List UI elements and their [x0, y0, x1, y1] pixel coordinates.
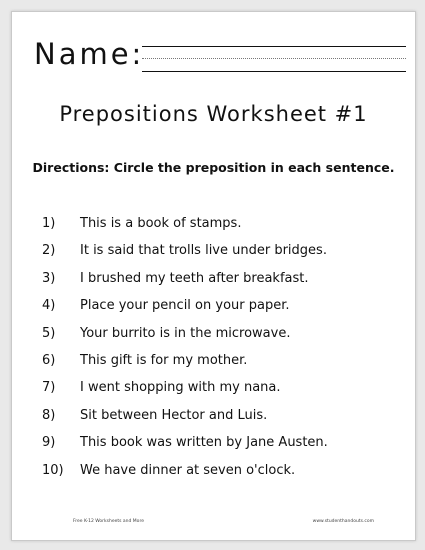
footer-url: www.studenthandouts.com — [312, 519, 374, 524]
item-sentence: I brushed my teeth after breakfast. — [80, 270, 309, 286]
item-sentence: Sit between Hector and Luis. — [80, 407, 268, 423]
list-item — [42, 240, 412, 267]
list-item — [42, 432, 412, 459]
name-baseline — [142, 71, 406, 72]
item-number: 3) — [42, 270, 56, 286]
worksheet-title: Prepositions Worksheet #1 — [59, 102, 368, 126]
list-item — [42, 350, 412, 377]
item-number: 5) — [42, 325, 56, 341]
sentence-list — [42, 213, 412, 487]
item-number: 10) — [42, 462, 64, 478]
footer-tagline: Free K-12 Worksheets and More — [73, 519, 144, 524]
item-sentence: Place your pencil on your paper. — [80, 298, 290, 314]
list-item — [42, 213, 412, 240]
item-sentence: We have dinner at seven o'clock. — [80, 462, 296, 478]
item-number: 2) — [42, 243, 56, 259]
item-number: 9) — [42, 435, 56, 451]
list-item — [42, 377, 412, 404]
item-number: 4) — [42, 298, 56, 314]
name-midline-dotted — [142, 58, 406, 59]
item-sentence: I went shopping with my nana. — [80, 380, 281, 396]
list-item — [42, 268, 412, 295]
item-number: 7) — [42, 380, 56, 396]
name-label: Name: — [34, 37, 145, 71]
list-item — [42, 323, 412, 350]
worksheet-page — [11, 11, 416, 541]
name-writing-lines — [142, 34, 406, 74]
item-sentence: This gift is for my mother. — [80, 352, 248, 368]
item-sentence: It is said that trolls live under bridges. — [80, 243, 327, 259]
item-number: 6) — [42, 352, 56, 368]
list-item — [42, 460, 412, 487]
item-number: 1) — [42, 216, 56, 231]
list-item — [42, 405, 412, 432]
item-sentence: This is a book of stamps. — [80, 216, 242, 231]
item-number: 8) — [42, 407, 56, 423]
item-sentence: Your burrito is in the microwave. — [80, 325, 291, 341]
item-sentence: This book was written by Jane Austen. — [80, 435, 328, 451]
directions-text: Directions: Circle the preposition in each sentence. — [32, 160, 395, 175]
list-item — [42, 295, 412, 322]
name-top-line — [142, 46, 406, 47]
